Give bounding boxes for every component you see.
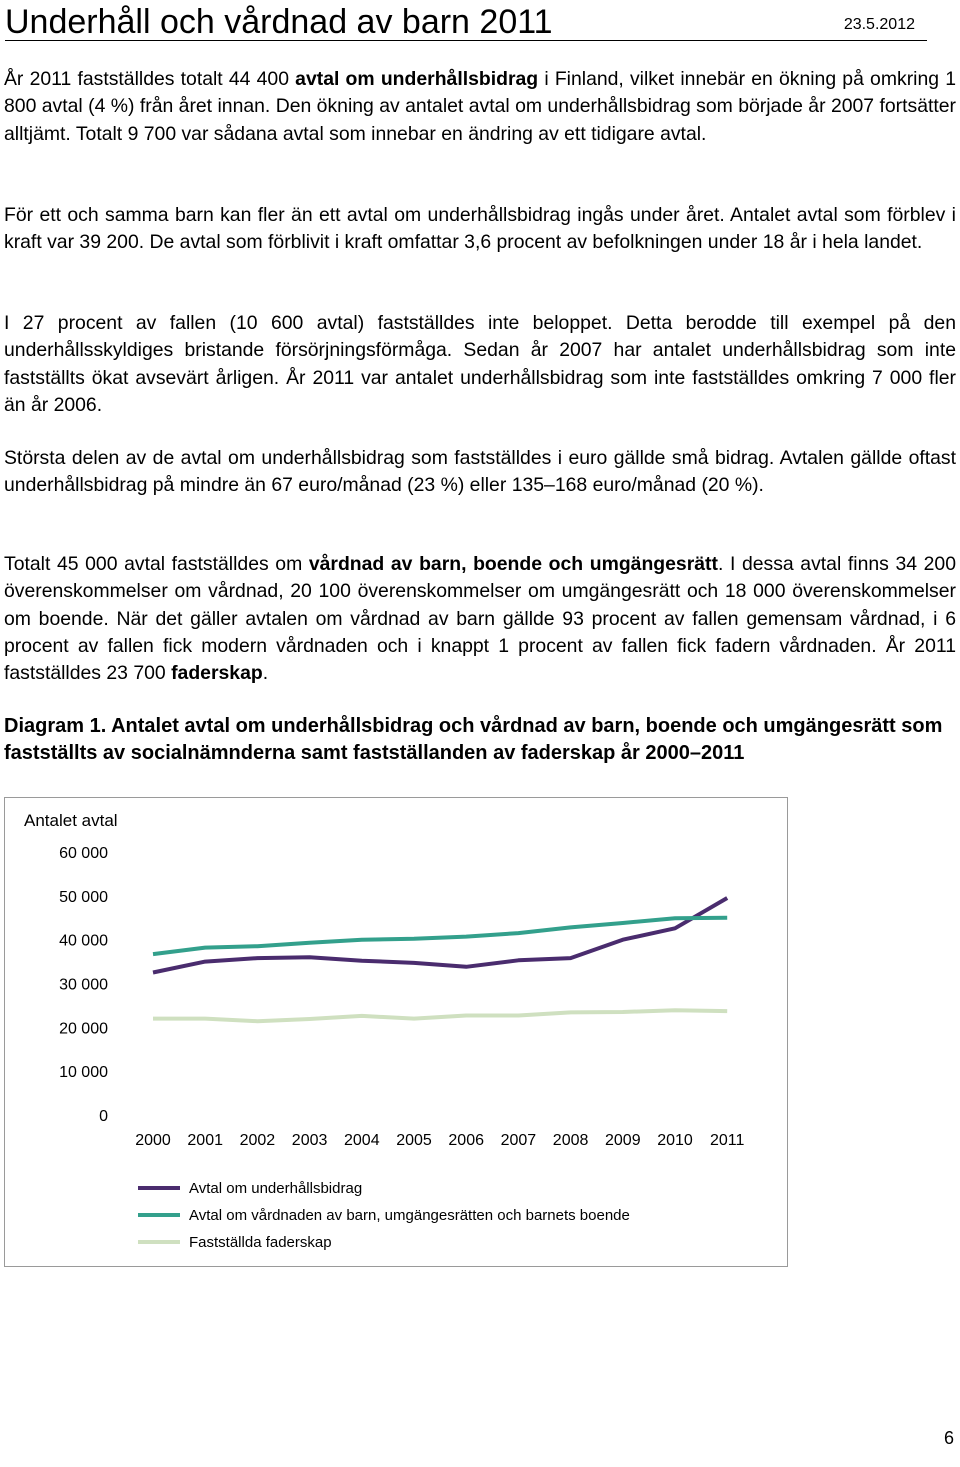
legend-label-1: Avtal om underhållsbidrag xyxy=(189,1180,363,1197)
y-tick-label: 40 000 xyxy=(59,932,108,950)
paragraph-1: År 2011 fastställdes totalt 44 400 avtal om underhållsbidrag i Finland, vilket innebär en ökning på omkring 1 800 avtal (4 %) från året innan. Den ökning av antalet avtal om underhållsbidrag som började år 2007 fortsätter alltjämt. Totalt 9 700 var sådana avtal som innebar en ändring av ett tidigare avtal. xyxy=(4,68,956,145)
diagram-caption: Diagram 1. Antalet avtal om underhållsbidrag och vårdnad av barn, boende och umgängesrätt som fastställts av socialnämnderna samt fastställanden av faderskap år 2000–2011 xyxy=(4,715,943,765)
chart-frame xyxy=(4,797,788,1267)
x-tick-label: 2000 xyxy=(135,1132,171,1149)
x-tick-label: 2006 xyxy=(448,1132,484,1149)
paragraph-2: För ett och samma barn kan fler än ett avtal om underhållsbidrag ingås under året. Antalet avtal som förblev i kraft var 39 200. De avtal som förblivit i kraft omfattar 3,6 procent av befolkningen under 18 år i hela landet. xyxy=(4,204,956,254)
legend-label-2: Avtal om vårdnaden av barn, umgängesrätten och barnets boende xyxy=(189,1207,630,1224)
header-divider xyxy=(5,40,927,41)
x-tick-label: 2003 xyxy=(291,1132,328,1149)
x-tick-label: 2007 xyxy=(500,1132,537,1149)
y-tick-label: 30 000 xyxy=(59,976,108,994)
bold-term-faderskap: faderskap xyxy=(171,662,263,685)
series-line-1 xyxy=(153,898,727,973)
x-tick-label: 2009 xyxy=(605,1132,641,1149)
paragraph-4: Största delen av de avtal om underhållsbidrag som fastställdes i euro gällde små bidrag. Avtalen gällde oftast underhållsbidrag på mindre än 67 euro/månad (23 %) eller 135–168 euro/månad (20 %). xyxy=(4,447,956,497)
x-tick-label: 2011 xyxy=(709,1132,745,1149)
y-axis-label: Antalet avtal xyxy=(24,811,118,830)
paragraph-3: I 27 procent av fallen (10 600 avtal) fastställdes inte beloppet. Detta berodde till exempel på den underhållsskyldiges bristande försörjningsförmåga. Sedan år 2007 har antalet underhållsbidrag som inte fastställts ökat avsevärt årligen. År 2011 var antalet underhållsbidrag som inte fastställdes omkring 7 000 fler än år 2006. xyxy=(4,312,956,416)
y-tick-label: 50 000 xyxy=(59,888,108,906)
legend-label-3: Fastställda faderskap xyxy=(189,1234,332,1251)
line-chart xyxy=(5,798,789,1268)
y-tick-label: 10 000 xyxy=(59,1064,108,1082)
x-tick-label: 2001 xyxy=(187,1132,223,1149)
x-tick-label: 2008 xyxy=(552,1132,589,1149)
x-tick-label: 2005 xyxy=(396,1132,432,1149)
bold-term-underhallsbidrag: avtal om underhållsbidrag xyxy=(295,68,539,90)
series-line-3 xyxy=(153,1010,727,1021)
x-tick-label: 2010 xyxy=(657,1132,693,1149)
x-tick-label: 2004 xyxy=(344,1132,380,1149)
y-tick-label: 0 xyxy=(99,1108,108,1125)
bold-term-vardnad: vårdnad av barn, boende och umgängesrätt xyxy=(308,553,718,575)
paragraph-5: Totalt 45 000 avtal fastställdes om vårdnad av barn, boende och umgängesrätt. I dessa avtal finns 34 200 överenskommelser om vårdnad, 20 100 överenskommelser om umgängesrätt och 18 000 överenskommelser om boende. När det gäller avtalen om vårdnad av barn gällde 93 procent av fallen gemensam vårdnad, i 6 procent av fallen fick modern vårdnaden och i knappt 1 procent av fallen fick fadern vårdnaden. År 2011 fastställdes 23 700 faderskap. xyxy=(4,553,956,685)
x-tick-label: 2002 xyxy=(239,1132,276,1149)
y-tick-label: 60 000 xyxy=(59,845,108,862)
document-date: 23.5.2012 xyxy=(843,16,915,33)
document-title: Underhåll och vårdnad av barn 2011 xyxy=(5,3,553,41)
page-number: 6 xyxy=(943,1428,954,1448)
y-tick-label: 20 000 xyxy=(59,1020,108,1038)
page-header xyxy=(5,0,955,44)
